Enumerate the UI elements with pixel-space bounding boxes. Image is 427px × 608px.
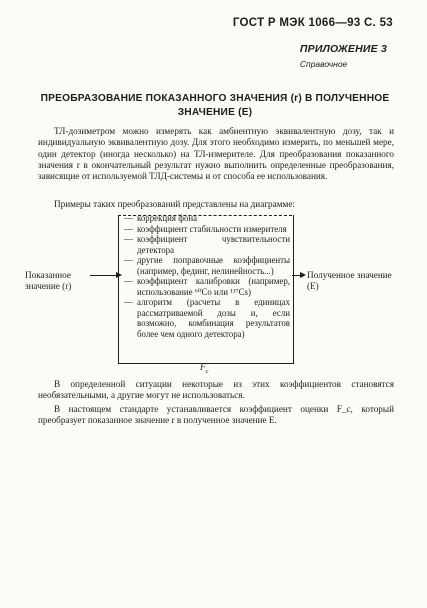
diagram-item: — алгоритм (расчеты в единицах рассматриваемой дозы и, если возможно, комбинация результатов более чем одного детектора): [124, 297, 290, 339]
diagram-items: [124, 213, 290, 339]
factor-label: $F_c$: [200, 362, 209, 375]
paragraph-examples: Примеры таких преобразований представлены на диаграмме:: [54, 199, 295, 209]
diagram-item: — коррекция фона: [124, 213, 198, 223]
paragraph-standard: В настоящем стандарте устанавливается коэффициент оценки F_c, который преобразует показанное значение r в полученное значение E.: [38, 404, 394, 426]
paragraph-intro: ТЛ-дозиметром можно измерять как амбиентную эквивалентную дозу, так и индивидуальную эквивалентную дозу. Для этого необходимо измерить, по меньшей мере, один детектор (иногда несколько) на ТЛ-измерителе. Для преобразования показанного значения r в окончательный результат нужно выполнить определенные преобразования, зависящие от используемой ТЛД-системы и от способа ее использования.: [38, 126, 394, 182]
appendix-type: Справочное: [299, 59, 348, 69]
diagram-item: — коэффициент калибровки (например, использование ⁶⁰Co или ¹³⁷Cs): [124, 276, 290, 297]
input-arrow: [90, 275, 118, 276]
appendix-block: [300, 43, 387, 69]
diagram-item: — коэффициент стабильности измерителя: [124, 223, 287, 234]
diagram-item: — другие поправочные коэффициенты (например, фединг, нелинейность...): [124, 255, 290, 276]
diagram-output-label: Полученное значение (E): [307, 270, 392, 291]
diagram-item: — коэффициент чувствительности детектора: [124, 234, 290, 255]
diagram-input-label: Показанное значение (r): [25, 270, 72, 291]
appendix-title: ПРИЛОЖЕНИЕ 3: [299, 43, 387, 55]
running-header: ГОСТ Р МЭК 1066—93 С. 53: [232, 17, 393, 29]
paragraph-situation: В определенной ситуации некоторые из этих коэффициентов становятся необязательными, а другие могут не использоваться.: [38, 379, 394, 401]
section-title: [30, 92, 400, 120]
section-title-line1: ПРЕОБРАЗОВАНИЕ ПОКАЗАННОГО ЗНАЧЕНИЯ (r) В ПОЛУЧЕННОЕ: [40, 93, 390, 104]
section-title-line2: ЗНАЧЕНИЕ (E): [177, 107, 253, 118]
output-arrowhead-icon: [300, 272, 306, 278]
